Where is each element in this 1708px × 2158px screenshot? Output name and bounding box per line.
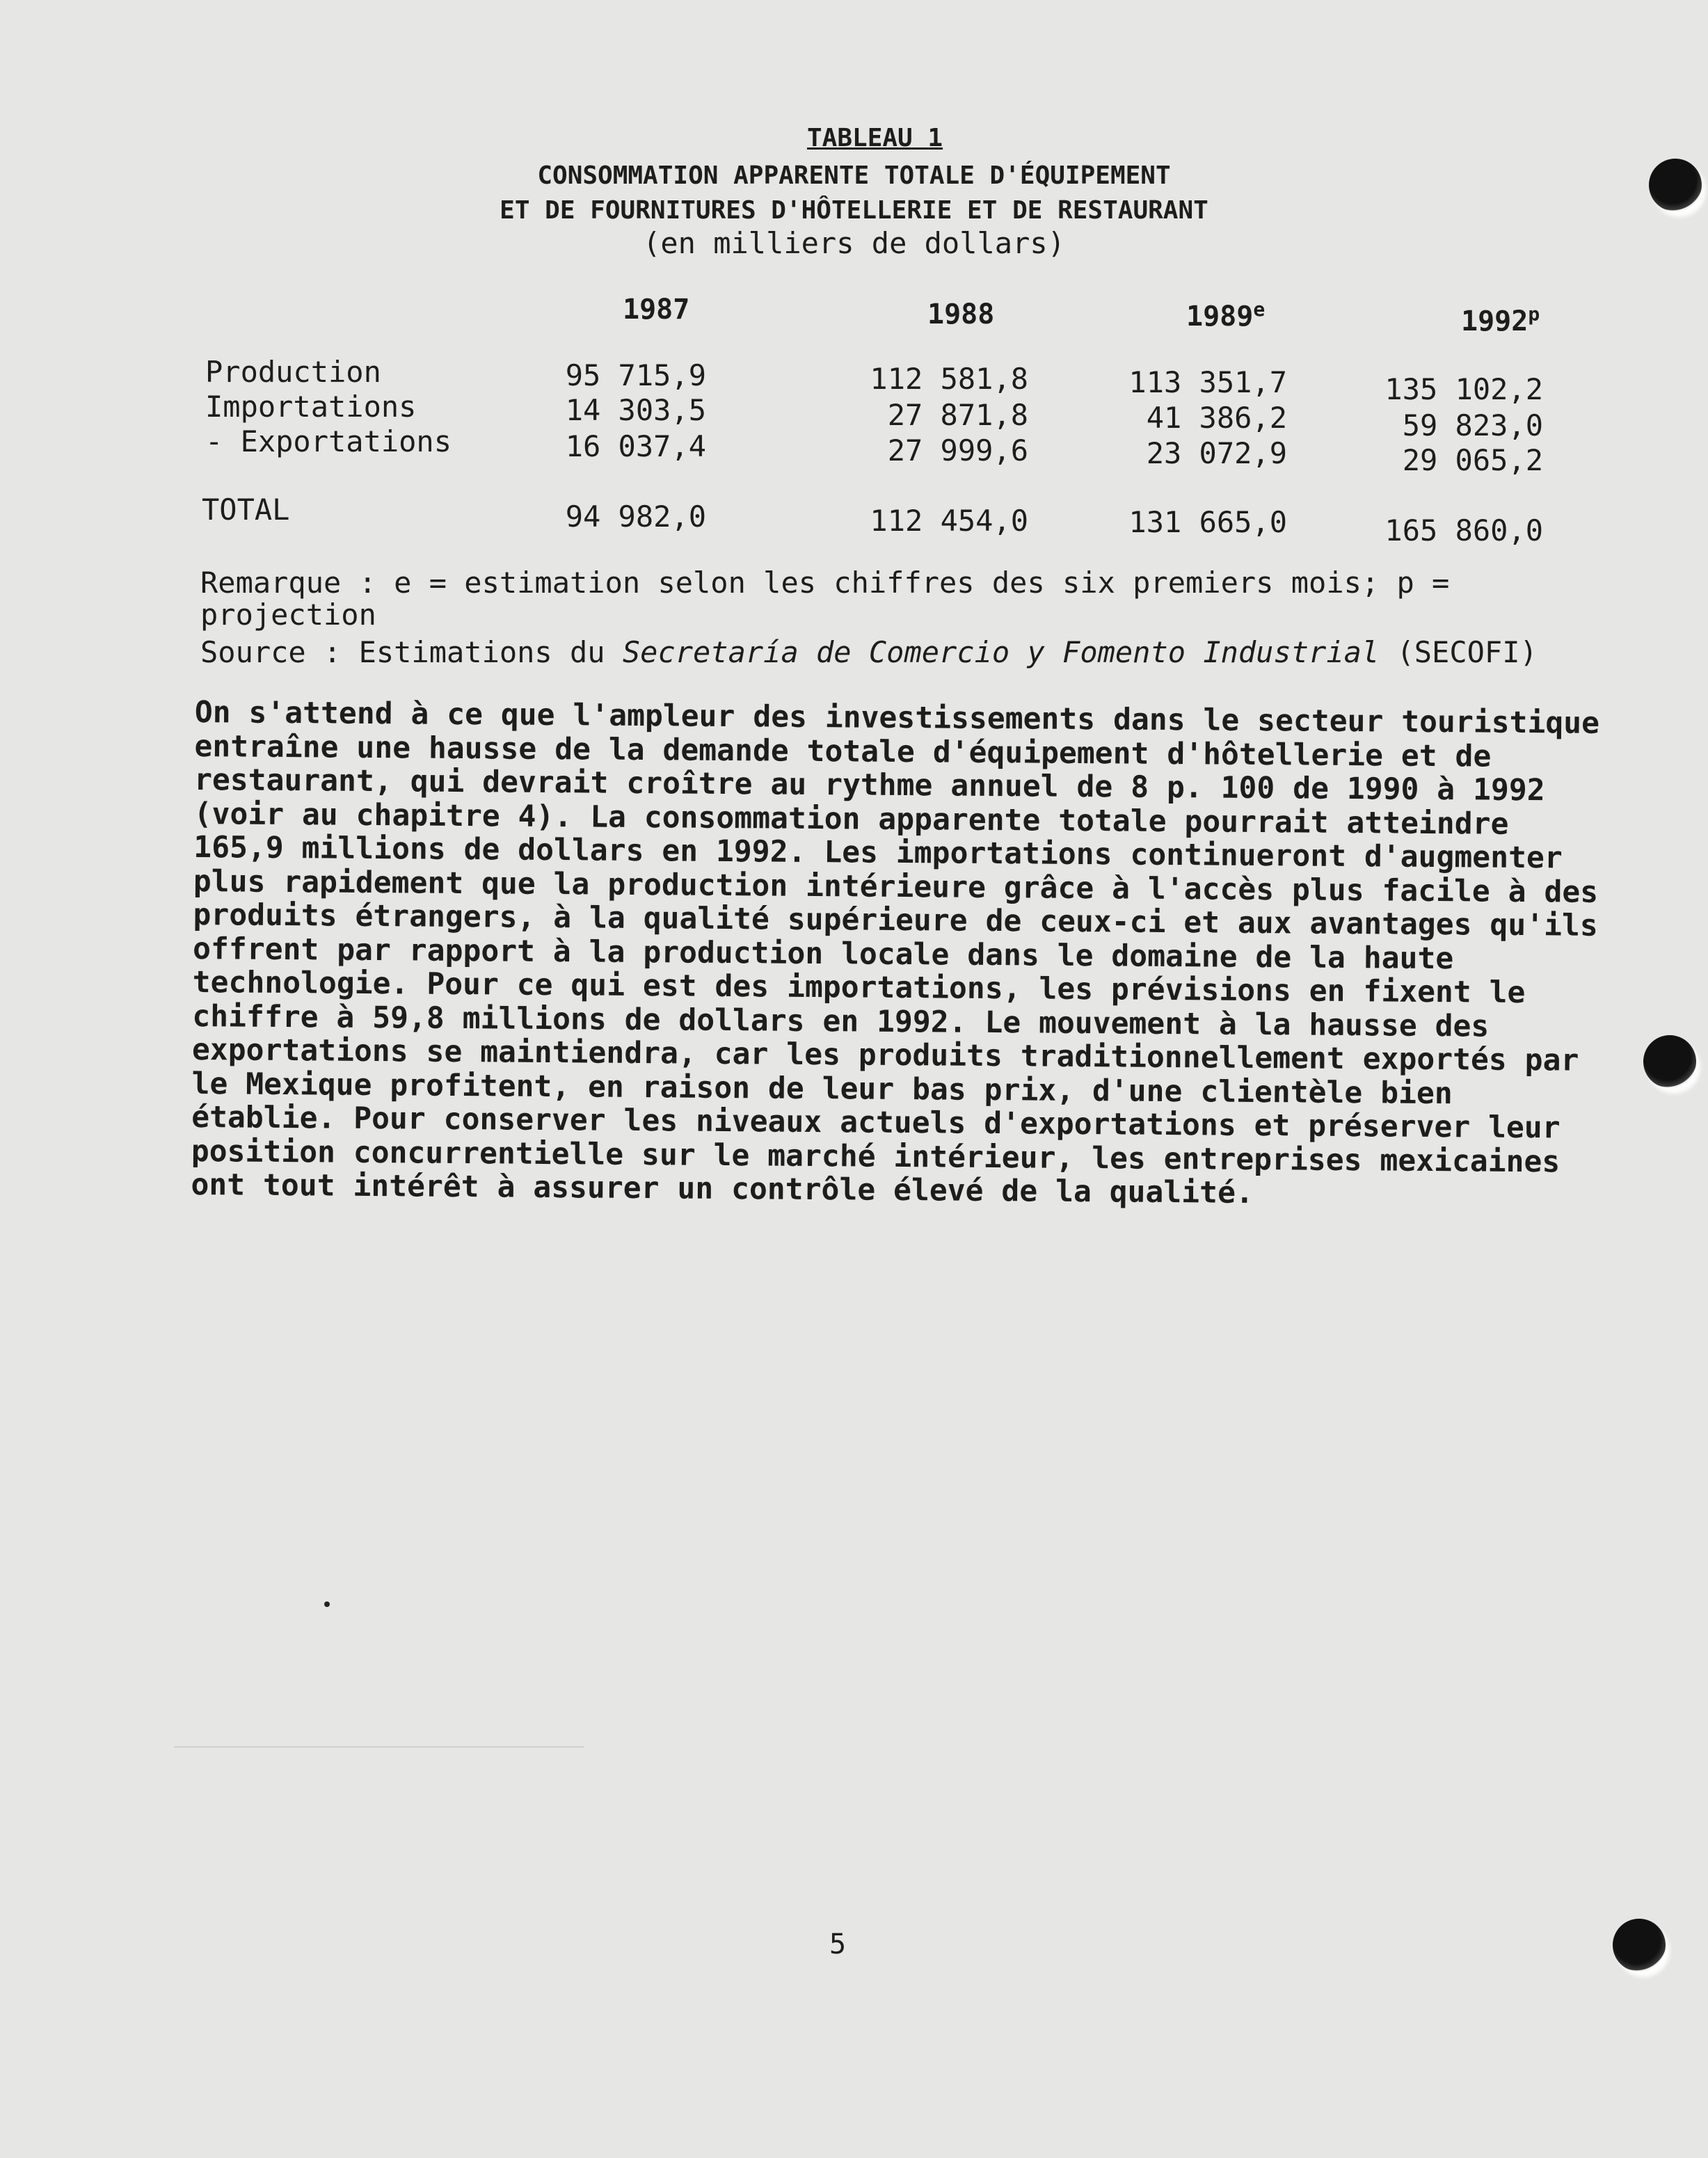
paragraph-line: chiffre à 59,8 millions de dollars en 1992. Le mouvement à la hausse des xyxy=(192,998,1490,1044)
table-label: TABLEAU 1 xyxy=(807,124,943,152)
reverse-footnote-rule xyxy=(174,1746,584,1748)
source-agency: Secretaría de Comercio y Fomento Industrial xyxy=(622,635,1380,669)
row-label-exportations: - Exportations xyxy=(205,424,452,458)
paragraph-line: technologie. Pour ce qui est des importations, les prévisions en fixent le xyxy=(192,964,1526,1011)
table-source: Source : Estimations du Secretaría de Comercio y Fomento Industrial (SECOFI) xyxy=(200,635,1538,669)
table-cell: 112 581,8 xyxy=(870,362,1028,396)
table-cell: 41 386,2 xyxy=(1146,401,1287,435)
table-cell: 131 665,0 xyxy=(1128,505,1287,539)
table-cell: 23 072,9 xyxy=(1146,436,1287,470)
paragraph-line: restaurant, qui devrait croître au rythme annuel de 8 p. 100 de 1990 à 1992 xyxy=(193,762,1545,808)
remark-line1: Remarque : e = estimation selon les chiffres des six premiers mois; p = xyxy=(200,566,1450,600)
punch-hole xyxy=(1643,1035,1696,1088)
paragraph-line: produits étrangers, à la qualité supérieure de ceux-ci et aux avantages qu'ils xyxy=(193,897,1598,943)
table-cell: 95 715,9 xyxy=(565,358,706,392)
column-header-1988: 1988 xyxy=(927,298,995,330)
table-cell: 59 823,0 xyxy=(1402,408,1543,442)
table-title-line1: CONSOMMATION APPARENTE TOTALE D'ÉQUIPEMENT xyxy=(537,161,1171,190)
table-cell: 94 982,0 xyxy=(565,499,706,534)
table-remark xyxy=(200,567,1557,631)
table-cell: 16 037,4 xyxy=(565,429,706,463)
paragraph-line: 165,9 millions de dollars en 1992. Les importations continueront d'augmenter xyxy=(193,829,1563,876)
paragraph-line: On s'attend à ce que l'ampleur des investissements dans le secteur touristique xyxy=(194,695,1600,741)
paragraph-line: ont tout intérêt à assurer un contrôle élevé de la qualité. xyxy=(191,1167,1254,1210)
paragraph-line: (voir au chapitre 4). La consommation apparente totale pourrait atteindre xyxy=(193,796,1509,842)
paragraph-line: exportations se maintiendra, car les produits traditionnellement exportés par xyxy=(191,1032,1579,1078)
table-cell: 112 454,0 xyxy=(870,504,1028,538)
table-cell: 27 871,8 xyxy=(887,398,1028,432)
row-label-total: TOTAL xyxy=(202,493,290,527)
row-label-importations: Importations xyxy=(205,390,417,424)
table-cell: 135 102,2 xyxy=(1384,372,1543,406)
paragraph-line: établie. Pour conserver les niveaux actuels d'exportations et préserver leur xyxy=(191,1099,1561,1146)
punch-hole xyxy=(1613,1919,1666,1972)
table-cell: 27 999,6 xyxy=(887,433,1028,467)
column-header-1989: 1989e xyxy=(1186,298,1266,333)
table-subtitle: (en milliers de dollars) xyxy=(643,226,1065,260)
paragraph-line: entraîne une hausse de la demande totale d'équipement d'hôtellerie et de xyxy=(194,728,1492,774)
table-title-line2: ET DE FOURNITURES D'HÔTELLERIE ET DE RESTAURANT xyxy=(500,196,1208,225)
table-cell: 29 065,2 xyxy=(1402,443,1543,477)
row-label-production: Production xyxy=(205,355,381,389)
paragraph-line: offrent par rapport à la production locale dans le domaine de la haute xyxy=(192,931,1454,976)
body-paragraph xyxy=(191,695,1600,1213)
remark-line2: projection xyxy=(200,598,376,632)
page-number: 5 xyxy=(829,1928,847,1960)
paragraph-line: plus rapidement que la production intérieure grâce à l'accès plus facile à des xyxy=(193,863,1599,910)
table-cell: 165 860,0 xyxy=(1384,513,1543,548)
stray-mark xyxy=(324,1601,330,1607)
table-cell: 113 351,7 xyxy=(1128,365,1287,399)
paragraph-line: position concurrentielle sur le marché intérieur, les entreprises mexicaines xyxy=(191,1133,1561,1179)
table-cell: 14 303,5 xyxy=(565,393,706,427)
paragraph-line: le Mexique profitent, en raison de leur bas prix, d'une clientèle bien xyxy=(191,1066,1453,1111)
column-header-1992: 1992$^p$ xyxy=(1461,303,1540,337)
column-header-1987: 1987 xyxy=(623,294,690,326)
punch-hole xyxy=(1649,159,1702,211)
